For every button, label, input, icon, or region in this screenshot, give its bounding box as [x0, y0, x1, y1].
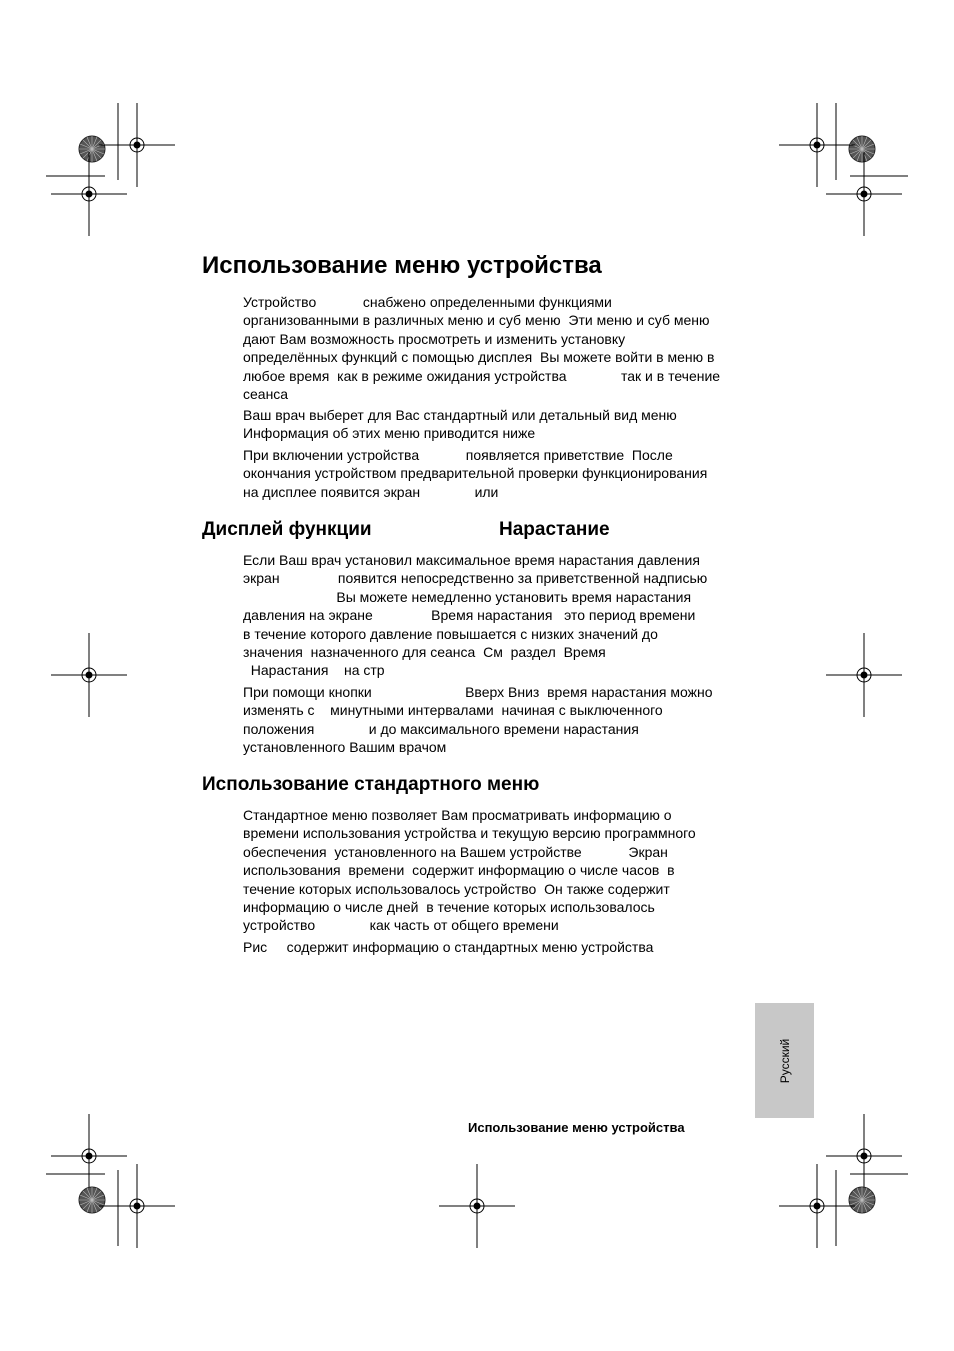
registration-star-top-right [849, 136, 875, 162]
registration-cross-bottom-left-a [51, 1114, 127, 1198]
language-side-tab [755, 1003, 814, 1118]
intro-paragraph-1: Устройство снабжено определенными функциями организованными в различных меню и суб меню Эти меню и суб меню дают Вам возможность просмотреть и изменить установку определённых функций с помощью дисплея Вы можете войти в меню в любое время как в режиме ожидания устройства так и в течение сеанса [243, 294, 721, 403]
section-heading-ramp: Нарастание [499, 519, 610, 540]
registration-cross-mid-right [826, 633, 902, 717]
ramp-paragraph-1: Если Ваш врач установил максимальное время нарастания давления экран появится непосредственно за приветственной надписью Вы можете немедленно установить время нарастания давления на экране Время нарастания это период времени в течение которого давление повышается с низких значений до значения назначенного для сеанса См раздел Время Нарастания на стр [243, 552, 708, 679]
section-heading-display-function: Дисплей функции [202, 519, 372, 540]
registration-star-bottom-left [79, 1187, 105, 1213]
ramp-paragraph-2: При помощи кнопки Вверх Вниз время нарастания можно изменять с минутными интервалами начиная с выключенного положения и до максимального времени нарастания установленного Вашим врачом [243, 684, 713, 756]
language-side-tab-label: Русский [777, 1038, 792, 1083]
registration-cross-bottom-center [439, 1164, 515, 1248]
registration-cross-top-left-a [99, 103, 175, 187]
registration-cross-top-left-b [51, 152, 127, 236]
registration-cross-bottom-right-b [779, 1164, 855, 1248]
registration-cross-bottom-right-a [826, 1114, 902, 1198]
registration-star-top-left [79, 136, 105, 162]
registration-cross-bottom-left-b [99, 1164, 175, 1248]
registration-star-bottom-right [849, 1187, 875, 1213]
registration-cross-mid-left [51, 633, 127, 717]
standard-menu-paragraph-1: Стандартное меню позволяет Вам просматривать информацию о времени использования устройства и текущую версию программного обеспечения установленного на Вашем устройстве Экран использования времени содержит информацию о числе часов в течение которых использовалось устройство Он также содержит информацию о числе дней в течение которых использовалось устройство как часть от общего времени [243, 807, 696, 934]
intro-paragraph-2: Ваш врач выберет для Вас стандартный или детальный вид меню Информация об этих меню приводится ниже [243, 407, 677, 442]
page-title: Использование меню устройства [202, 252, 602, 279]
intro-paragraph-3: При включении устройства появляется приветствие После окончания устройством предварительной проверки функционирования на дисплее появится экран или [243, 447, 708, 500]
registration-cross-top-right-b [826, 152, 902, 236]
registration-cross-top-right-a [779, 103, 855, 187]
page-footer: Использование меню устройства [468, 1120, 685, 1135]
standard-menu-paragraph-2: Рис содержит информацию о стандартных меню устройства [243, 939, 654, 955]
section-heading-standard-menu: Использование стандартного меню [202, 774, 540, 795]
